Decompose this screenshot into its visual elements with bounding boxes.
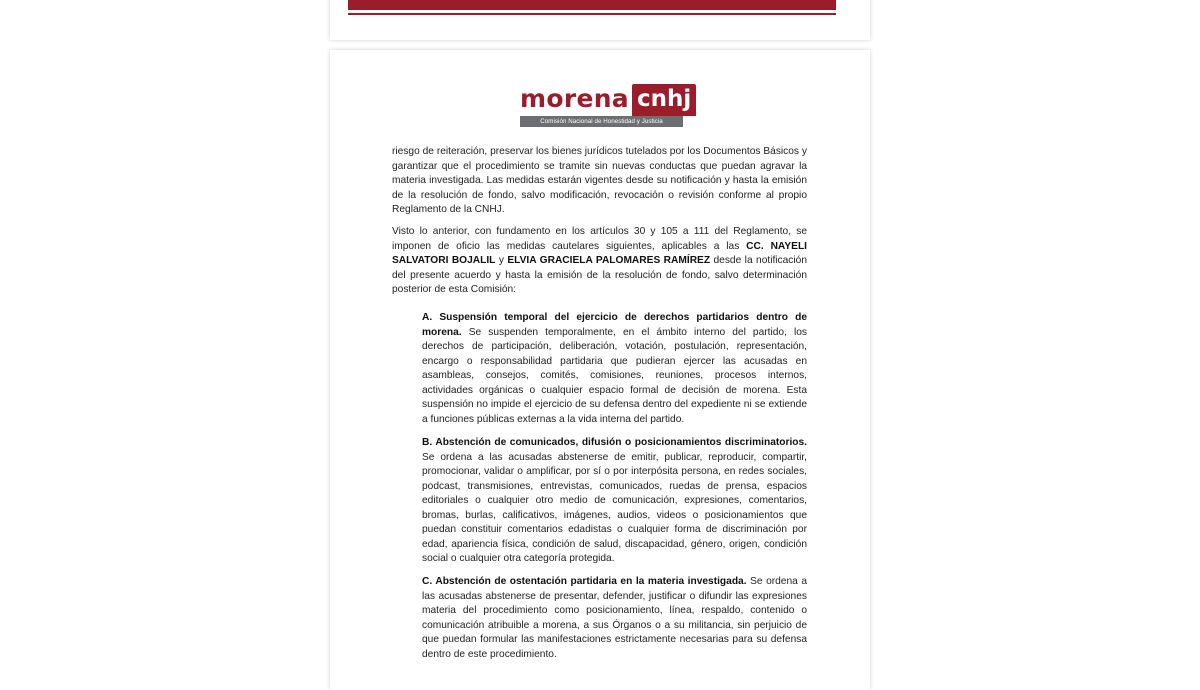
paragraph-1: riesgo de reiteración, preservar los bienes jurídicos tutelados por los Documentos Básicos y garantizar que el procedimiento se tramite sin nuevas conductas que puedan agravar la materia investigada. Las medidas estarán vigentes desde su notificación y hasta la emisión de la resolución de fondo, salvo modificación, revocación o revisión conforme al propio Reglamento de la CNHJ.	[392, 146, 807, 215]
logo-acronym: cnhj	[632, 84, 696, 116]
cnhj-logo	[520, 84, 692, 130]
current-page	[330, 50, 870, 690]
logo-brand: morena	[520, 84, 629, 113]
previous-page	[330, 0, 870, 40]
accused-name-2: ELVIA GRACIELA PALOMARES RAMÍREZ	[507, 255, 711, 266]
footer-rule	[348, 13, 836, 15]
measure-b	[422, 436, 807, 567]
paragraph-2	[392, 225, 807, 298]
measure-a-body: Se suspenden temporalmente, en el ámbito interno del partido, los derechos de participación, deliberación, votación, postulación, representación, encargo o responsabilidad partidaria que pudieran ejercer las acusadas en asambleas, consejos, comités, comisiones, reuniones, procesos internos, actividades orgánicas o cualquier espacio formal de decisión de morena. Esta suspensión no impide el ejercicio de su defensa dentro del expediente ni se extiende a funciones públicas externas a la vida interna del partido.	[422, 326, 807, 425]
measure-b-heading: B. Abstención de comunicados, difusión o posicionamientos discriminatorios.	[422, 437, 807, 448]
logo-subtitle: Comisión Nacional de Honestidad y Justicia	[520, 116, 683, 127]
measure-a	[422, 311, 807, 427]
accused-name-1: CC. NAYELI SALVATORI BOJALIL	[392, 240, 807, 266]
footer-band	[348, 0, 836, 10]
measure-a-heading: A. Suspensión temporal del ejercicio de derechos partidarios dentro de morena.	[422, 312, 807, 338]
paragraph-2-connector: y	[495, 255, 508, 266]
measure-b-body: Se ordena a las acusadas abstenerse de emitir, publicar, reproducir, compartir, promocionar, validar o amplificar, por sí o por interpósita persona, en redes sociales, podcast, transmisiones, entrevistas, comunicados, ruedas de prensa, espacios editoriales o cualquier otro medio de comunicación, expresiones, comentarios, bromas, burlas, calificativos, imágenes, audios, videos o posicionamientos que puedan constituir comentarios edadistas o cualquier forma de discriminación por edad, apariencia física, condición de salud, discapacidad, género, origen, condición social o cualquier otra categoría protegida.	[422, 451, 807, 564]
paragraph-2-intro: Visto lo anterior, con fundamento en los artículos 30 y 105 a 111 del Reglamento, se imponen de oficio las medidas cautelares siguientes, aplicables a las	[392, 226, 807, 252]
measure-c	[422, 575, 807, 662]
measure-c-body: Se ordena a las acusadas abstenerse de presentar, defender, justificar o difundir las expresiones materia del procedimiento como posicionamiento, línea, respaldo, contenido o comunicación atribuible a morena, a sus Órganos o a su militancia, sin perjuicio de que puedan formular las manifestaciones estrictamente necesarias para su defensa dentro de este procedimiento.	[422, 576, 807, 660]
paragraph-2-rest: desde la notificación del presente acuerdo y hasta la emisión de la resolución de fondo, salvo determinación posterior de esta Comisión:	[392, 255, 807, 295]
measure-c-heading: C. Abstención de ostentación partidaria en la materia investigada.	[422, 576, 747, 587]
